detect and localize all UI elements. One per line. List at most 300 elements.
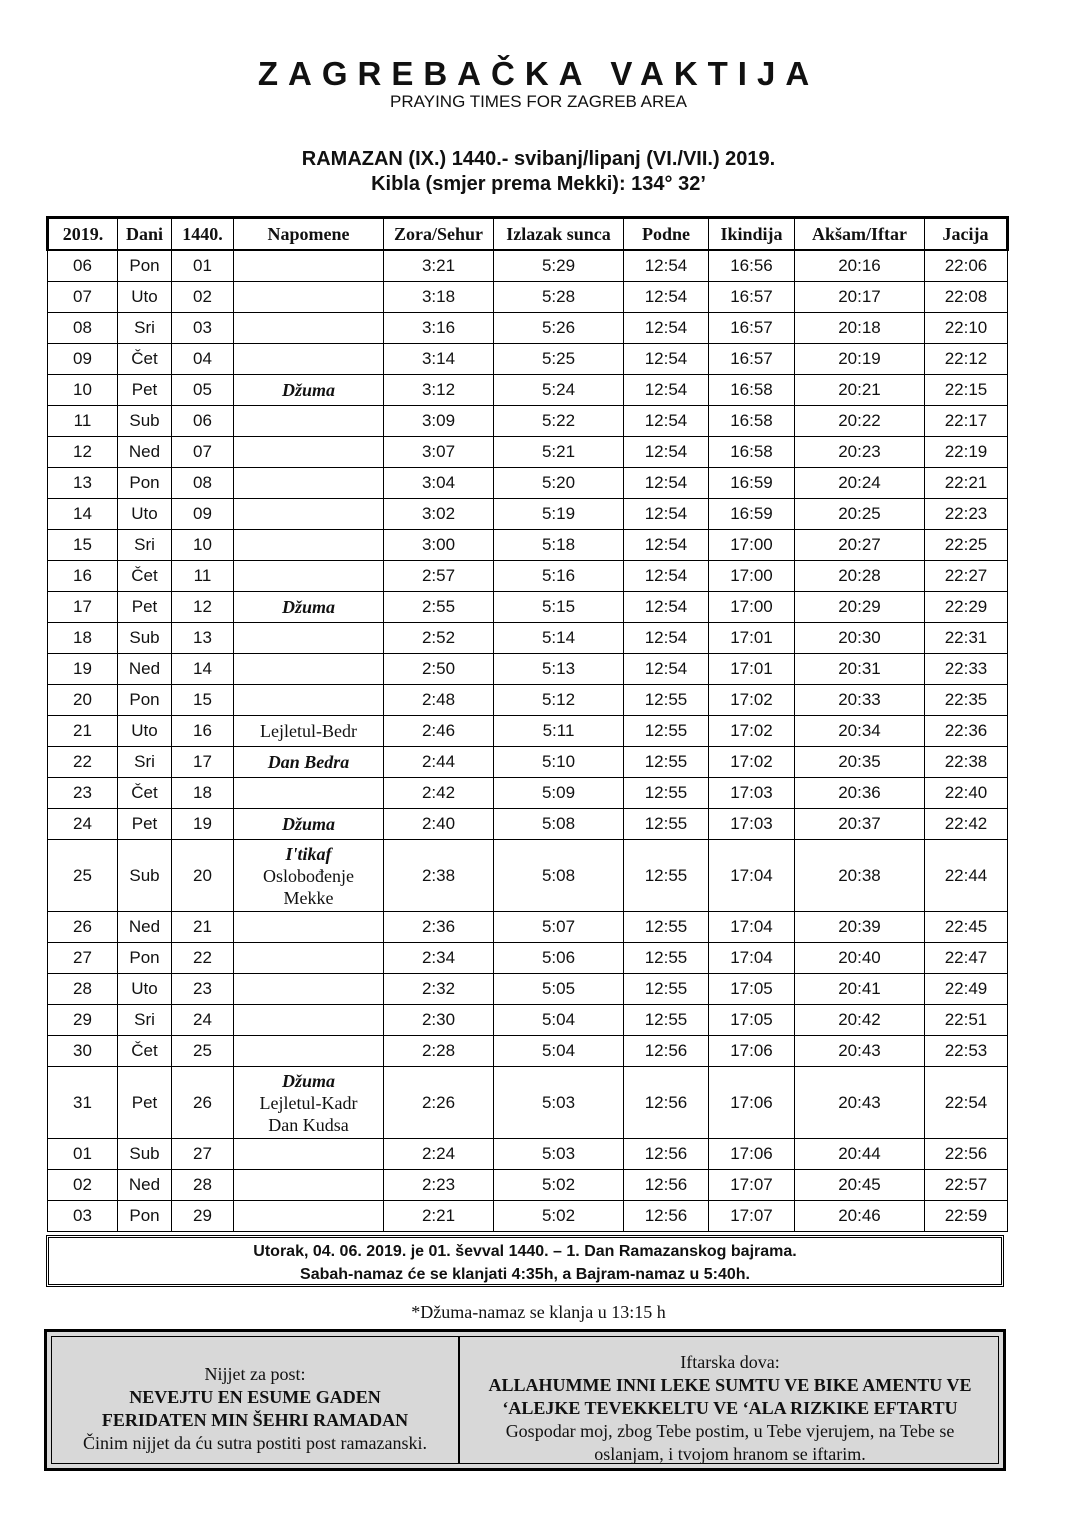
table-row xyxy=(48,561,1008,592)
asr-time-cell: 17:00 xyxy=(709,592,795,623)
weekday-cell: Ned xyxy=(118,1170,172,1201)
table-row xyxy=(48,375,1008,406)
asr-time-cell: 17:06 xyxy=(709,1036,795,1067)
fajr-time-cell: 3:16 xyxy=(384,313,494,344)
note-text: Dan Bedra xyxy=(267,752,350,772)
fajr-time-cell: 3:07 xyxy=(384,437,494,468)
page-subtitle: PRAYING TIMES FOR ZAGREB AREA xyxy=(390,92,687,111)
prayers-box xyxy=(44,1329,1006,1471)
column-header: Napomene xyxy=(234,218,384,251)
isha-time-cell: 22:44 xyxy=(925,840,1008,912)
sunrise-time-cell: 5:28 xyxy=(494,282,624,313)
date-cell: 14 xyxy=(48,499,118,530)
fajr-time-cell: 3:14 xyxy=(384,344,494,375)
asr-time-cell: 17:07 xyxy=(709,1170,795,1201)
asr-time-cell: 17:01 xyxy=(709,623,795,654)
maghrib-time-cell: 20:33 xyxy=(795,685,925,716)
isha-time-cell: 22:59 xyxy=(925,1201,1008,1232)
notes-cell xyxy=(234,747,384,778)
hijri-day-cell: 04 xyxy=(172,344,234,375)
weekday-cell: Uto xyxy=(118,282,172,313)
dhuhr-time-cell: 12:54 xyxy=(624,592,709,623)
column-header: Dani xyxy=(118,218,172,251)
fajr-time-cell: 2:42 xyxy=(384,778,494,809)
isha-time-cell: 22:06 xyxy=(925,250,1008,282)
maghrib-time-cell: 20:41 xyxy=(795,974,925,1005)
dhuhr-time-cell: 12:54 xyxy=(624,654,709,685)
asr-time-cell: 16:57 xyxy=(709,313,795,344)
notes-cell xyxy=(234,809,384,840)
weekday-cell: Čet xyxy=(118,344,172,375)
isha-time-cell: 22:17 xyxy=(925,406,1008,437)
notes-cell xyxy=(234,778,384,809)
sunrise-time-cell: 5:04 xyxy=(494,1005,624,1036)
isha-time-cell: 22:12 xyxy=(925,344,1008,375)
note-text: Mekke xyxy=(283,887,334,908)
column-header: 2019. xyxy=(48,218,118,251)
isha-time-cell: 22:49 xyxy=(925,974,1008,1005)
asr-time-cell: 17:03 xyxy=(709,778,795,809)
column-header: Izlazak sunca xyxy=(494,218,624,251)
isha-time-cell: 22:35 xyxy=(925,685,1008,716)
date-cell: 22 xyxy=(48,747,118,778)
fajr-time-cell: 2:24 xyxy=(384,1139,494,1170)
note-text: Džuma xyxy=(281,814,335,834)
weekday-cell: Uto xyxy=(118,716,172,747)
maghrib-time-cell: 20:40 xyxy=(795,943,925,974)
table-row xyxy=(48,1201,1008,1232)
sunrise-time-cell: 5:16 xyxy=(494,561,624,592)
weekday-cell: Pon xyxy=(118,1201,172,1232)
hijri-day-cell: 07 xyxy=(172,437,234,468)
date-cell: 08 xyxy=(48,313,118,344)
weekday-cell: Pet xyxy=(118,592,172,623)
dova-panel xyxy=(462,1337,998,1463)
sunrise-time-cell: 5:09 xyxy=(494,778,624,809)
table-row xyxy=(48,592,1008,623)
sunrise-time-cell: 5:20 xyxy=(494,468,624,499)
sunrise-time-cell: 5:24 xyxy=(494,375,624,406)
weekday-cell: Sub xyxy=(118,623,172,654)
date-cell: 20 xyxy=(48,685,118,716)
dhuhr-time-cell: 12:54 xyxy=(624,623,709,654)
fajr-time-cell: 2:44 xyxy=(384,747,494,778)
hijri-day-cell: 19 xyxy=(172,809,234,840)
sunrise-time-cell: 5:02 xyxy=(494,1170,624,1201)
maghrib-time-cell: 20:28 xyxy=(795,561,925,592)
notes-cell xyxy=(234,1036,384,1067)
table-row xyxy=(48,912,1008,943)
table-row xyxy=(48,943,1008,974)
maghrib-time-cell: 20:45 xyxy=(795,1170,925,1201)
dhuhr-time-cell: 12:54 xyxy=(624,375,709,406)
maghrib-time-cell: 20:36 xyxy=(795,778,925,809)
dova-translation-1: Gospodar moj, zbog Tebe postim, u Tebe vjerujem, na Tebe se xyxy=(505,1421,955,1441)
notes-cell xyxy=(234,530,384,561)
hijri-day-cell: 10 xyxy=(172,530,234,561)
column-header: Podne xyxy=(624,218,709,251)
asr-time-cell: 16:57 xyxy=(709,344,795,375)
nijjet-line-2: FERIDATEN MIN ŠEHRI RAMADAN xyxy=(101,1410,409,1430)
fajr-time-cell: 3:18 xyxy=(384,282,494,313)
weekday-cell: Uto xyxy=(118,974,172,1005)
date-cell: 29 xyxy=(48,1005,118,1036)
date-cell: 21 xyxy=(48,716,118,747)
weekday-cell: Sri xyxy=(118,1005,172,1036)
hijri-day-cell: 05 xyxy=(172,375,234,406)
notes-cell xyxy=(234,1139,384,1170)
asr-time-cell: 17:07 xyxy=(709,1201,795,1232)
fajr-time-cell: 2:55 xyxy=(384,592,494,623)
fajr-time-cell: 2:21 xyxy=(384,1201,494,1232)
table-row xyxy=(48,623,1008,654)
asr-time-cell: 17:01 xyxy=(709,654,795,685)
table-row xyxy=(48,1005,1008,1036)
sunrise-time-cell: 5:26 xyxy=(494,313,624,344)
asr-time-cell: 17:02 xyxy=(709,685,795,716)
notes-cell xyxy=(234,716,384,747)
asr-time-cell: 16:56 xyxy=(709,250,795,282)
dhuhr-time-cell: 12:54 xyxy=(624,406,709,437)
note-text: Lejletul-Bedr xyxy=(260,721,357,741)
maghrib-time-cell: 20:23 xyxy=(795,437,925,468)
month-heading: RAMAZAN (IX.) 1440.- svibanj/lipanj (VI./VII.) 2019. xyxy=(301,148,776,170)
date-cell: 01 xyxy=(48,1139,118,1170)
fajr-time-cell: 2:23 xyxy=(384,1170,494,1201)
asr-time-cell: 16:57 xyxy=(709,282,795,313)
hijri-day-cell: 13 xyxy=(172,623,234,654)
asr-time-cell: 17:06 xyxy=(709,1139,795,1170)
asr-time-cell: 16:59 xyxy=(709,468,795,499)
date-cell: 07 xyxy=(48,282,118,313)
notes-cell xyxy=(234,1201,384,1232)
isha-time-cell: 22:10 xyxy=(925,313,1008,344)
asr-time-cell: 17:03 xyxy=(709,809,795,840)
notes-cell xyxy=(234,1170,384,1201)
hijri-day-cell: 24 xyxy=(172,1005,234,1036)
hijri-day-cell: 16 xyxy=(172,716,234,747)
maghrib-time-cell: 20:46 xyxy=(795,1201,925,1232)
table-row xyxy=(48,1170,1008,1201)
date-cell: 12 xyxy=(48,437,118,468)
sunrise-time-cell: 5:08 xyxy=(494,840,624,912)
hijri-day-cell: 18 xyxy=(172,778,234,809)
fajr-time-cell: 2:50 xyxy=(384,654,494,685)
table-row xyxy=(48,406,1008,437)
maghrib-time-cell: 20:25 xyxy=(795,499,925,530)
weekday-cell: Sub xyxy=(118,1139,172,1170)
notes-cell xyxy=(234,499,384,530)
table-row xyxy=(48,778,1008,809)
maghrib-time-cell: 20:43 xyxy=(795,1036,925,1067)
dhuhr-time-cell: 12:55 xyxy=(624,809,709,840)
table-row xyxy=(48,468,1008,499)
bajram-line-1: Utorak, 04. 06. 2019. je 01. ševval 1440. – 1. Dan Ramazanskog bajrama. xyxy=(253,1243,797,1260)
note-text: Oslobođenje xyxy=(263,865,354,886)
asr-time-cell: 16:58 xyxy=(709,406,795,437)
asr-time-cell: 17:04 xyxy=(709,840,795,912)
asr-time-cell: 16:58 xyxy=(709,437,795,468)
hijri-day-cell: 27 xyxy=(172,1139,234,1170)
isha-time-cell: 22:27 xyxy=(925,561,1008,592)
date-cell: 26 xyxy=(48,912,118,943)
isha-time-cell: 22:57 xyxy=(925,1170,1008,1201)
isha-time-cell: 22:40 xyxy=(925,778,1008,809)
dhuhr-time-cell: 12:55 xyxy=(624,716,709,747)
column-header: Akšam/Iftar xyxy=(795,218,925,251)
isha-time-cell: 22:45 xyxy=(925,912,1008,943)
hijri-day-cell: 02 xyxy=(172,282,234,313)
sunrise-time-cell: 5:06 xyxy=(494,943,624,974)
fajr-time-cell: 2:46 xyxy=(384,716,494,747)
maghrib-time-cell: 20:24 xyxy=(795,468,925,499)
date-cell: 11 xyxy=(48,406,118,437)
weekday-cell: Sub xyxy=(118,840,172,912)
date-cell: 24 xyxy=(48,809,118,840)
asr-time-cell: 17:00 xyxy=(709,530,795,561)
isha-time-cell: 22:42 xyxy=(925,809,1008,840)
dhuhr-time-cell: 12:55 xyxy=(624,1005,709,1036)
fajr-time-cell: 3:21 xyxy=(384,250,494,282)
dhuhr-time-cell: 12:56 xyxy=(624,1036,709,1067)
isha-time-cell: 22:15 xyxy=(925,375,1008,406)
table-row xyxy=(48,1139,1008,1170)
table-body xyxy=(48,250,1008,1232)
notes-cell xyxy=(234,654,384,685)
asr-time-cell: 17:02 xyxy=(709,747,795,778)
sunrise-time-cell: 5:07 xyxy=(494,912,624,943)
sunrise-time-cell: 5:21 xyxy=(494,437,624,468)
fajr-time-cell: 3:02 xyxy=(384,499,494,530)
date-cell: 16 xyxy=(48,561,118,592)
sunrise-time-cell: 5:12 xyxy=(494,685,624,716)
date-cell: 09 xyxy=(48,344,118,375)
maghrib-time-cell: 20:17 xyxy=(795,282,925,313)
hijri-day-cell: 17 xyxy=(172,747,234,778)
notes-cell xyxy=(234,685,384,716)
hijri-day-cell: 01 xyxy=(172,250,234,282)
hijri-day-cell: 26 xyxy=(172,1067,234,1139)
maghrib-time-cell: 20:42 xyxy=(795,1005,925,1036)
isha-time-cell: 22:23 xyxy=(925,499,1008,530)
hijri-day-cell: 22 xyxy=(172,943,234,974)
maghrib-time-cell: 20:18 xyxy=(795,313,925,344)
note-text: Džuma xyxy=(281,597,335,617)
maghrib-time-cell: 20:29 xyxy=(795,592,925,623)
date-cell: 30 xyxy=(48,1036,118,1067)
hijri-day-cell: 20 xyxy=(172,840,234,912)
fajr-time-cell: 2:40 xyxy=(384,809,494,840)
fajr-time-cell: 3:12 xyxy=(384,375,494,406)
notes-cell xyxy=(234,1067,384,1139)
dhuhr-time-cell: 12:54 xyxy=(624,344,709,375)
isha-time-cell: 22:54 xyxy=(925,1067,1008,1139)
notes-cell xyxy=(234,468,384,499)
asr-time-cell: 17:00 xyxy=(709,561,795,592)
dova-heading: Iftarska dova: xyxy=(680,1352,780,1372)
hijri-day-cell: 14 xyxy=(172,654,234,685)
table-row xyxy=(48,1067,1008,1139)
notes-cell xyxy=(234,250,384,282)
maghrib-time-cell: 20:22 xyxy=(795,406,925,437)
notes-cell xyxy=(234,1005,384,1036)
note-text: Lejletul-Kadr xyxy=(259,1092,358,1113)
maghrib-time-cell: 20:31 xyxy=(795,654,925,685)
table-header-row xyxy=(48,218,1008,251)
fajr-time-cell: 2:57 xyxy=(384,561,494,592)
sunrise-time-cell: 5:11 xyxy=(494,716,624,747)
column-header: 1440. xyxy=(172,218,234,251)
date-cell: 17 xyxy=(48,592,118,623)
dova-line-2: ‘ALEJKE TEVEKKELTU VE ‘ALA RIZKIKE EFTARTU xyxy=(502,1398,958,1418)
dhuhr-time-cell: 12:54 xyxy=(624,499,709,530)
hijri-day-cell: 12 xyxy=(172,592,234,623)
fajr-time-cell: 2:38 xyxy=(384,840,494,912)
dhuhr-time-cell: 12:55 xyxy=(624,747,709,778)
table-row xyxy=(48,499,1008,530)
bajram-notice xyxy=(46,1235,1004,1287)
sunrise-time-cell: 5:08 xyxy=(494,809,624,840)
date-cell: 23 xyxy=(48,778,118,809)
weekday-cell: Sri xyxy=(118,313,172,344)
dhuhr-time-cell: 12:54 xyxy=(624,437,709,468)
dhuhr-time-cell: 12:55 xyxy=(624,912,709,943)
sunrise-time-cell: 5:22 xyxy=(494,406,624,437)
fajr-time-cell: 3:09 xyxy=(384,406,494,437)
hijri-day-cell: 28 xyxy=(172,1170,234,1201)
hijri-day-cell: 11 xyxy=(172,561,234,592)
notes-cell xyxy=(234,561,384,592)
dova-translation-2: oslanjam, i tvojom hranom se iftarim. xyxy=(594,1444,866,1464)
maghrib-time-cell: 20:19 xyxy=(795,344,925,375)
maghrib-time-cell: 20:43 xyxy=(795,1067,925,1139)
note-text: Džuma xyxy=(281,380,335,400)
asr-time-cell: 17:06 xyxy=(709,1067,795,1139)
date-cell: 19 xyxy=(48,654,118,685)
isha-time-cell: 22:29 xyxy=(925,592,1008,623)
isha-time-cell: 22:21 xyxy=(925,468,1008,499)
dhuhr-time-cell: 12:54 xyxy=(624,282,709,313)
sunrise-time-cell: 5:29 xyxy=(494,250,624,282)
isha-time-cell: 22:19 xyxy=(925,437,1008,468)
table-row xyxy=(48,530,1008,561)
date-cell: 28 xyxy=(48,974,118,1005)
isha-time-cell: 22:56 xyxy=(925,1139,1008,1170)
maghrib-time-cell: 20:35 xyxy=(795,747,925,778)
nijjet-line-1: NEVEJTU EN ESUME GADEN xyxy=(129,1387,381,1407)
dhuhr-time-cell: 12:54 xyxy=(624,468,709,499)
dhuhr-time-cell: 12:56 xyxy=(624,1139,709,1170)
asr-time-cell: 17:05 xyxy=(709,1005,795,1036)
sunrise-time-cell: 5:03 xyxy=(494,1139,624,1170)
fajr-time-cell: 2:48 xyxy=(384,685,494,716)
fajr-time-cell: 2:26 xyxy=(384,1067,494,1139)
prayer-times-table-wrapper xyxy=(46,216,1006,1232)
maghrib-time-cell: 20:37 xyxy=(795,809,925,840)
table-row xyxy=(48,282,1008,313)
weekday-cell: Ned xyxy=(118,437,172,468)
dhuhr-time-cell: 12:56 xyxy=(624,1201,709,1232)
nijjet-heading: Nijjet za post: xyxy=(204,1364,306,1384)
nijjet-panel xyxy=(52,1337,460,1463)
sunrise-time-cell: 5:02 xyxy=(494,1201,624,1232)
notes-cell xyxy=(234,592,384,623)
date-cell: 13 xyxy=(48,468,118,499)
maghrib-time-cell: 20:27 xyxy=(795,530,925,561)
weekday-cell: Sri xyxy=(118,530,172,561)
notes-cell xyxy=(234,282,384,313)
date-cell: 02 xyxy=(48,1170,118,1201)
asr-time-cell: 16:58 xyxy=(709,375,795,406)
dhuhr-time-cell: 12:55 xyxy=(624,943,709,974)
dhuhr-time-cell: 12:55 xyxy=(624,685,709,716)
maghrib-time-cell: 20:38 xyxy=(795,840,925,912)
hijri-day-cell: 15 xyxy=(172,685,234,716)
hijri-day-cell: 03 xyxy=(172,313,234,344)
date-cell: 18 xyxy=(48,623,118,654)
bajram-line-2: Sabah-namaz će se klanjati 4:35h, a Bajram-namaz u 5:40h. xyxy=(300,1266,750,1283)
notes-cell xyxy=(234,623,384,654)
table-row xyxy=(48,654,1008,685)
table-row xyxy=(48,974,1008,1005)
date-cell: 27 xyxy=(48,943,118,974)
maghrib-time-cell: 20:16 xyxy=(795,250,925,282)
hijri-day-cell: 21 xyxy=(172,912,234,943)
asr-time-cell: 17:04 xyxy=(709,943,795,974)
date-cell: 25 xyxy=(48,840,118,912)
dhuhr-time-cell: 12:55 xyxy=(624,974,709,1005)
notes-cell xyxy=(234,912,384,943)
table-row xyxy=(48,747,1008,778)
asr-time-cell: 17:04 xyxy=(709,912,795,943)
hijri-day-cell: 08 xyxy=(172,468,234,499)
fajr-time-cell: 2:30 xyxy=(384,1005,494,1036)
fajr-time-cell: 3:04 xyxy=(384,468,494,499)
dhuhr-time-cell: 12:55 xyxy=(624,840,709,912)
note-text: I'tikaf xyxy=(285,843,332,864)
sunrise-time-cell: 5:10 xyxy=(494,747,624,778)
sunrise-time-cell: 5:18 xyxy=(494,530,624,561)
notes-cell xyxy=(234,406,384,437)
dhuhr-time-cell: 12:56 xyxy=(624,1170,709,1201)
fajr-time-cell: 2:28 xyxy=(384,1036,494,1067)
table-row xyxy=(48,250,1008,282)
weekday-cell: Sub xyxy=(118,406,172,437)
fajr-time-cell: 2:36 xyxy=(384,912,494,943)
prayer-times-table xyxy=(46,216,1009,1232)
date-cell: 31 xyxy=(48,1067,118,1139)
hijri-day-cell: 23 xyxy=(172,974,234,1005)
isha-time-cell: 22:53 xyxy=(925,1036,1008,1067)
note-text: Džuma xyxy=(281,1070,335,1091)
maghrib-time-cell: 20:30 xyxy=(795,623,925,654)
column-header: Zora/Sehur xyxy=(384,218,494,251)
isha-time-cell: 22:36 xyxy=(925,716,1008,747)
weekday-cell: Pon xyxy=(118,943,172,974)
hijri-day-cell: 29 xyxy=(172,1201,234,1232)
weekday-cell: Pon xyxy=(118,468,172,499)
dzuma-footnote: *Džuma-namaz se klanja u 13:15 h xyxy=(411,1302,666,1322)
notes-cell xyxy=(234,344,384,375)
table-row xyxy=(48,809,1008,840)
table-row xyxy=(48,313,1008,344)
nijjet-translation: Činim nijjet da ću sutra postiti post ramazanski. xyxy=(83,1433,427,1453)
sunrise-time-cell: 5:25 xyxy=(494,344,624,375)
hijri-day-cell: 06 xyxy=(172,406,234,437)
prayers-box-inner xyxy=(51,1336,999,1464)
date-cell: 10 xyxy=(48,375,118,406)
sunrise-time-cell: 5:14 xyxy=(494,623,624,654)
